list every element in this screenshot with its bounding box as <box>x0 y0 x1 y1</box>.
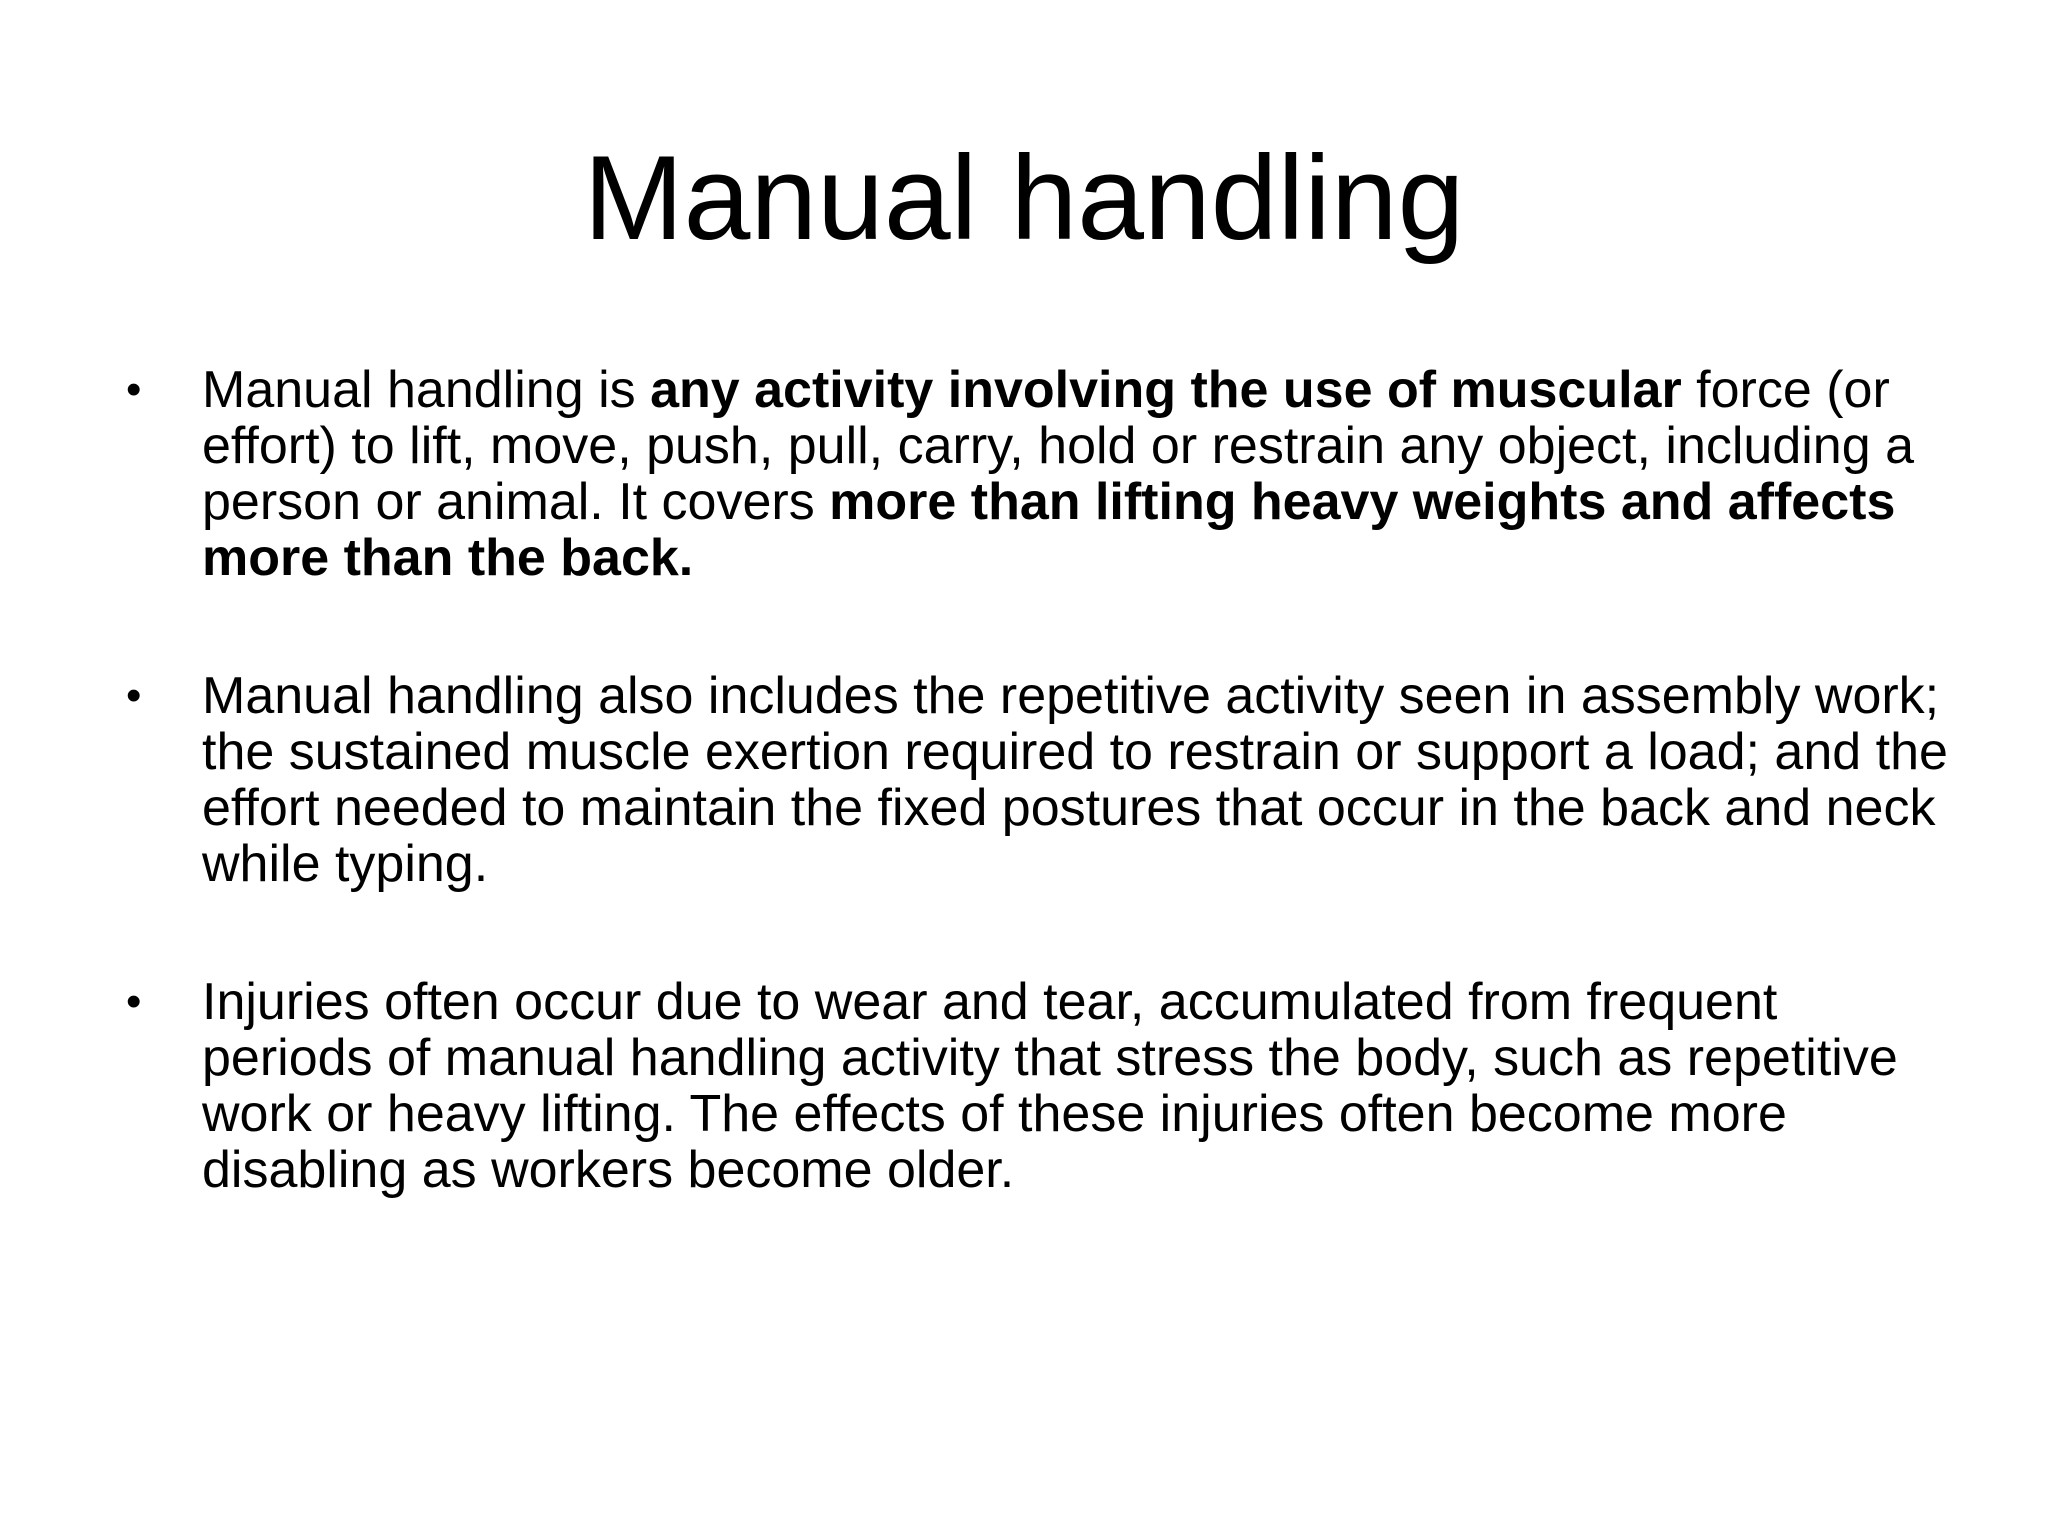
bullet-item-3 <box>120 974 1950 1198</box>
bullet-item-1 <box>120 362 1950 586</box>
bullet-icon: • <box>126 977 142 1026</box>
bullet-1-text-3: force (or effort) to lift, move, push, pull, carry, hold or restrain any object, including a person or animal. It covers <box>202 361 1915 531</box>
bullet-1-text-2: any activity involving the use of muscular <box>650 361 1682 419</box>
bullet-2-text-1: Manual handling also includes the repetitive activity seen in assembly work; the sustained muscle exertion required to restrain or support a load; and the effort needed to maintain the fixed postures that occur in the back and neck while typing. <box>202 667 1948 893</box>
bullet-icon: • <box>126 671 142 720</box>
slide-title: Manual handling <box>583 131 1465 265</box>
bullet-3-text-1: Injuries often occur due to wear and tear, accumulated from frequent periods of manual handling activity that stress the body, such as repetitive work or heavy lifting. The effects of these injuries often become more disabling as workers become older. <box>202 973 1898 1199</box>
bullet-item-2 <box>120 668 1950 892</box>
bullet-icon: • <box>126 365 142 414</box>
bullet-1-text-4: more than lifting heavy weights and affects more than the back. <box>202 473 1896 587</box>
bullet-list <box>120 362 1950 1198</box>
bullet-1-text-1: Manual handling is <box>202 361 651 419</box>
